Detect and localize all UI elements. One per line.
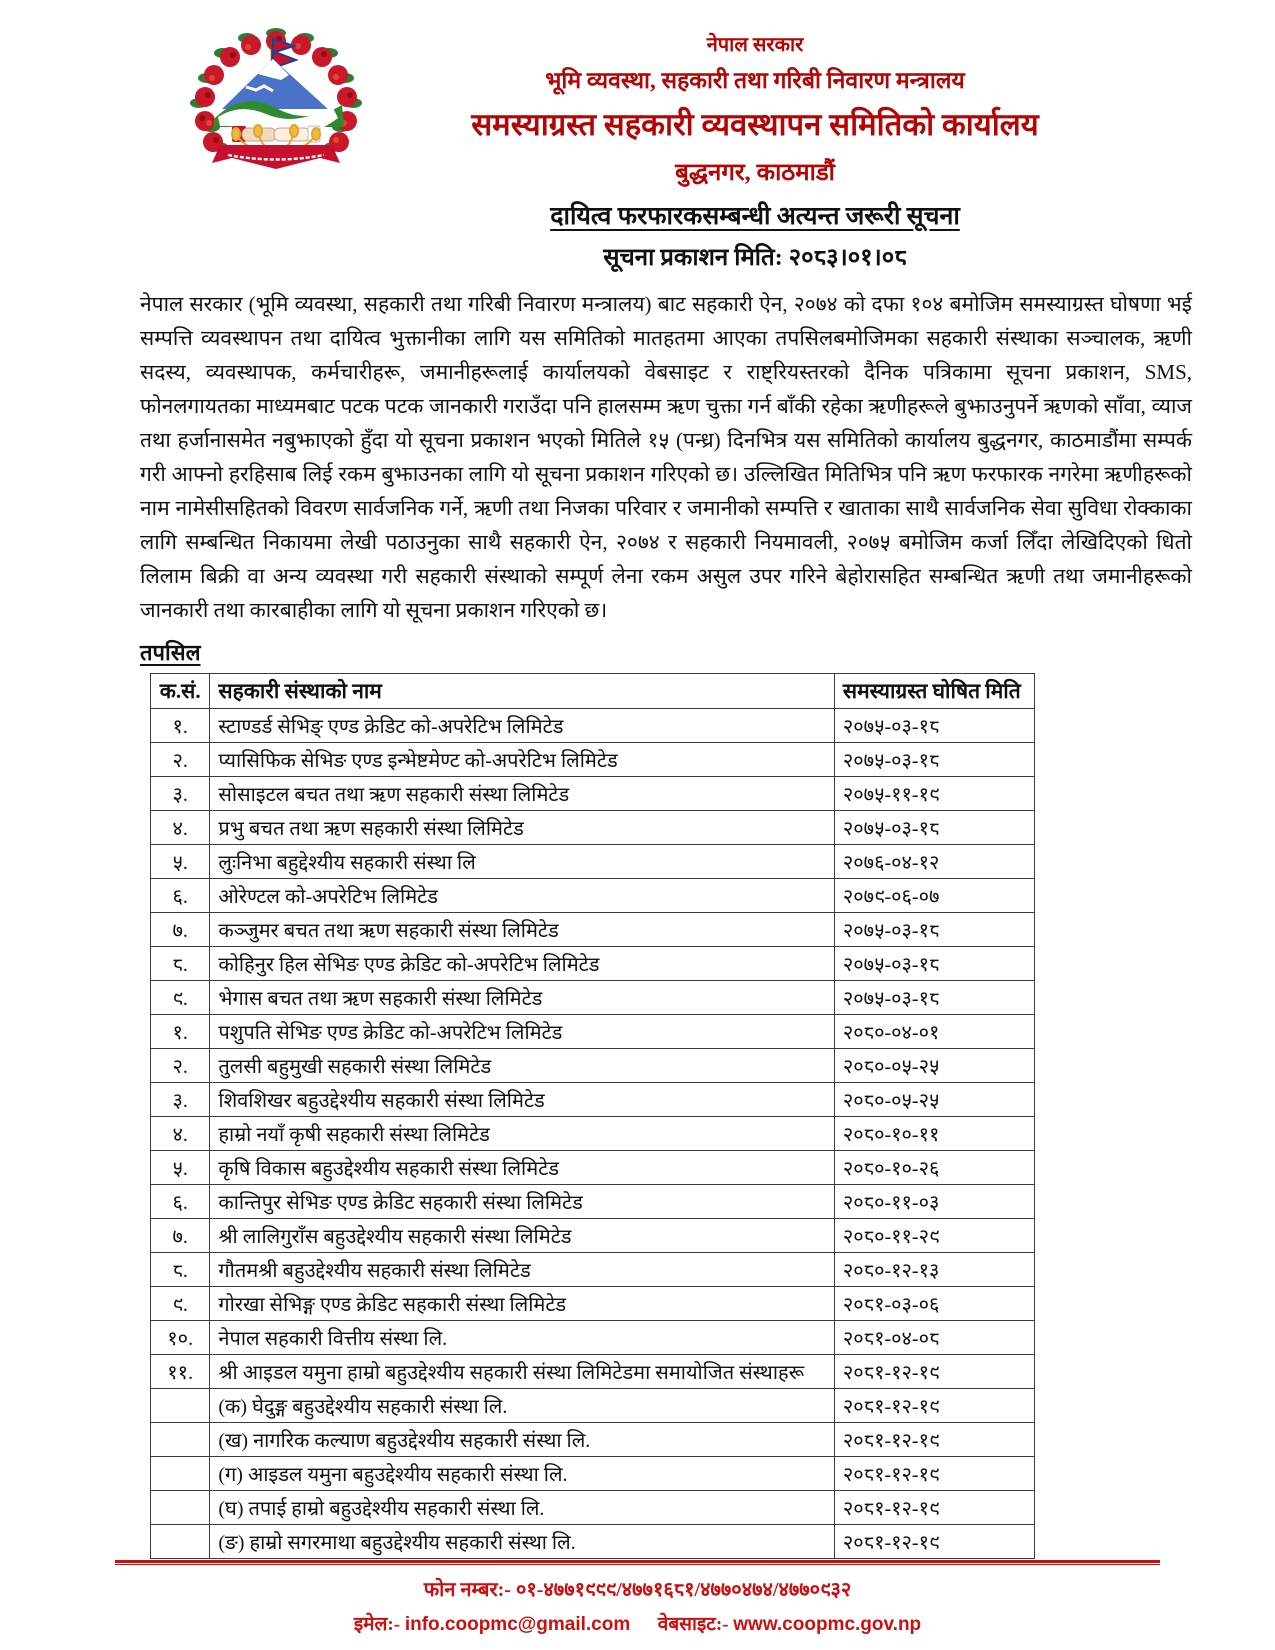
table-row bbox=[151, 1457, 1035, 1491]
footer-phone: फोन नम्बर:- ०१-४७७१९९९/४७७१६८१/४७७०४७४/४७७०९३२ bbox=[423, 1579, 852, 1601]
row-declared-date: २०८०-०४-०१ bbox=[834, 1015, 1034, 1049]
table-row bbox=[151, 1321, 1035, 1355]
table-row bbox=[151, 1151, 1035, 1185]
row-declared-date: २०८१-१२-१९ bbox=[834, 1457, 1034, 1491]
table-row bbox=[151, 1389, 1035, 1423]
website-label: वेबसाइट:- bbox=[657, 1614, 729, 1635]
row-serial: १०. bbox=[151, 1321, 210, 1355]
row-coop-name: गौतमश्री बहुउद्देश्यीय सहकारी संस्था लिमिटेड bbox=[210, 1253, 834, 1287]
row-serial: ८. bbox=[151, 947, 210, 981]
footer-divider bbox=[115, 1560, 1160, 1565]
row-coop-name: शिवशिखर बहुउद्देश्यीय सहकारी संस्था लिमिटेड bbox=[210, 1083, 834, 1117]
row-coop-name: (ख) नागरिक कल्याण बहुउद्देश्यीय सहकारी संस्था लि. bbox=[210, 1423, 834, 1457]
table-row bbox=[151, 947, 1035, 981]
office-address: बुद्धनगर, काठमाडौं bbox=[675, 160, 835, 186]
row-serial: ७. bbox=[151, 913, 210, 947]
letterhead bbox=[320, 0, 1190, 273]
header-declared-date: समस्याग्रस्त घोषित मिति bbox=[834, 674, 1034, 709]
row-declared-date: २०७५-०३-१८ bbox=[834, 811, 1034, 845]
row-serial: ५. bbox=[151, 845, 210, 879]
row-coop-name: प्यासिफिक सेभिङ एण्ड इन्भेष्टमेण्ट को-अपरेटिभ लिमिटेड bbox=[210, 743, 834, 777]
row-serial: ४. bbox=[151, 811, 210, 845]
row-coop-name: कञ्जुमर बचत तथा ऋण सहकारी संस्था लिमिटेड bbox=[210, 913, 834, 947]
table-row bbox=[151, 777, 1035, 811]
row-coop-name: तुलसी बहुमुखी सहकारी संस्था लिमिटेड bbox=[210, 1049, 834, 1083]
row-coop-name: नेपाल सहकारी वित्तीय संस्था लि. bbox=[210, 1321, 834, 1355]
row-serial bbox=[151, 1491, 210, 1525]
row-serial bbox=[151, 1457, 210, 1491]
row-declared-date: २०७५-०३-१८ bbox=[834, 913, 1034, 947]
email-label: इमेल:- bbox=[353, 1614, 401, 1635]
row-serial: २. bbox=[151, 1049, 210, 1083]
row-coop-name: श्री लालिगुराँस बहुउद्देश्यीय सहकारी संस्था लिमिटेड bbox=[210, 1219, 834, 1253]
table-row bbox=[151, 1423, 1035, 1457]
row-serial bbox=[151, 1423, 210, 1457]
table-row bbox=[151, 1185, 1035, 1219]
row-declared-date: २०७५-०३-१८ bbox=[834, 709, 1034, 743]
tapasil-label: तपसिल bbox=[140, 640, 201, 665]
row-declared-date: २०८१-०३-०६ bbox=[834, 1287, 1034, 1321]
row-serial: ११. bbox=[151, 1355, 210, 1389]
table-row bbox=[151, 1117, 1035, 1151]
table-row bbox=[151, 1491, 1035, 1525]
row-declared-date: २०८०-१०-११ bbox=[834, 1117, 1034, 1151]
row-coop-name: ओरेण्टल को-अपरेटिभ लिमिटेड bbox=[210, 879, 834, 913]
row-serial: ७. bbox=[151, 1219, 210, 1253]
table-row bbox=[151, 879, 1035, 913]
row-declared-date: २०८१-०४-०८ bbox=[834, 1321, 1034, 1355]
row-coop-name: (क) घेदुङ्ग बहुउद्देश्यीय सहकारी संस्था लि. bbox=[210, 1389, 834, 1423]
row-declared-date: २०७५-०३-१८ bbox=[834, 947, 1034, 981]
row-declared-date: २०७६-०४-१२ bbox=[834, 845, 1034, 879]
table-row bbox=[151, 981, 1035, 1015]
nepal-emblem-icon bbox=[186, 28, 366, 190]
row-coop-name: हाम्रो नयाँ कृषी सहकारी संस्था लिमिटेड bbox=[210, 1117, 834, 1151]
table-row bbox=[151, 1083, 1035, 1117]
row-serial: ८. bbox=[151, 1253, 210, 1287]
table-row bbox=[151, 1049, 1035, 1083]
header-coop-name: सहकारी संस्थाको नाम bbox=[210, 674, 834, 709]
row-coop-name: (ग) आइडल यमुना बहुउद्देश्यीय सहकारी संस्था लि. bbox=[210, 1457, 834, 1491]
row-serial: ६. bbox=[151, 879, 210, 913]
table-row bbox=[151, 1253, 1035, 1287]
row-coop-name: लुःनिभा बहुद्देश्यीय सहकारी संस्था लि bbox=[210, 845, 834, 879]
email-value: info.coopmc@gmail.com bbox=[404, 1614, 631, 1635]
row-declared-date: २०७५-०३-१८ bbox=[834, 981, 1034, 1015]
row-declared-date: २०७५-११-१९ bbox=[834, 777, 1034, 811]
table-row bbox=[151, 1525, 1035, 1559]
row-coop-name: भेगास बचत तथा ऋण सहकारी संस्था लिमिटेड bbox=[210, 981, 834, 1015]
row-declared-date: २०८०-१०-२६ bbox=[834, 1151, 1034, 1185]
row-declared-date: २०८०-०५-२५ bbox=[834, 1049, 1034, 1083]
row-serial: ९. bbox=[151, 1287, 210, 1321]
row-serial bbox=[151, 1389, 210, 1423]
row-coop-name: (ङ) हाम्रो सगरमाथा बहुउद्देश्यीय सहकारी संस्था लि. bbox=[210, 1525, 834, 1559]
row-coop-name: गोरखा सेभिङ्ग एण्ड क्रेडिट सहकारी संस्था लिमिटेड bbox=[210, 1287, 834, 1321]
table-header-row bbox=[151, 674, 1035, 709]
table-row bbox=[151, 811, 1035, 845]
publish-date: सूचना प्रकाशन मिति: २०८३।०१।०८ bbox=[603, 245, 907, 271]
row-coop-name: स्टाण्डर्ड सेभिङ् एण्ड क्रेडिट को-अपरेटिभ लिमिटेड bbox=[210, 709, 834, 743]
row-coop-name: श्री आइडल यमुना हाम्रो बहुउद्देश्यीय सहकारी संस्था लिमिटेडमा समायोजित संस्थाहरू bbox=[210, 1355, 834, 1389]
table-row bbox=[151, 743, 1035, 777]
row-declared-date: २०८०-०५-२५ bbox=[834, 1083, 1034, 1117]
row-declared-date: २०८०-११-०३ bbox=[834, 1185, 1034, 1219]
row-serial: २. bbox=[151, 743, 210, 777]
table-row bbox=[151, 1355, 1035, 1389]
office-title: समस्याग्रस्त सहकारी व्यवस्थापन समितिको कार्यालय bbox=[471, 107, 1039, 142]
row-coop-name: प्रभु बचत तथा ऋण सहकारी संस्था लिमिटेड bbox=[210, 811, 834, 845]
row-serial: ४. bbox=[151, 1117, 210, 1151]
ministry-line: भूमि व्यवस्था, सहकारी तथा गरिबी निवारण मन्त्रालय bbox=[545, 68, 965, 93]
row-coop-name: कान्तिपुर सेभिङ एण्ड क्रेडिट सहकारी संस्था लिमिटेड bbox=[210, 1185, 834, 1219]
row-serial: ३. bbox=[151, 1083, 210, 1117]
notice-title: दायित्व फरफारकसम्बन्धी अत्यन्त जरूरी सूचना bbox=[550, 203, 960, 230]
table-row bbox=[151, 845, 1035, 879]
table-row bbox=[151, 1015, 1035, 1049]
table-row bbox=[151, 709, 1035, 743]
mountain bbox=[222, 59, 328, 109]
government-line: नेपाल सरकार bbox=[706, 34, 804, 56]
row-serial: ३. bbox=[151, 777, 210, 811]
row-declared-date: २०८१-१२-१९ bbox=[834, 1525, 1034, 1559]
row-declared-date: २०८१-१२-१९ bbox=[834, 1423, 1034, 1457]
footer-contact bbox=[0, 1610, 1275, 1636]
row-declared-date: २०८१-१२-१९ bbox=[834, 1355, 1034, 1389]
row-serial: ५. bbox=[151, 1151, 210, 1185]
row-serial: ९. bbox=[151, 981, 210, 1015]
row-serial: १. bbox=[151, 709, 210, 743]
motto-ribbon bbox=[212, 145, 340, 169]
row-declared-date: २०८१-१२-१९ bbox=[834, 1389, 1034, 1423]
table-row bbox=[151, 1287, 1035, 1321]
row-declared-date: २०७५-०३-१८ bbox=[834, 743, 1034, 777]
row-serial: ६. bbox=[151, 1185, 210, 1219]
table-row bbox=[151, 913, 1035, 947]
cooperatives-table-body bbox=[151, 709, 1035, 1559]
row-coop-name: कोहिनुर हिल सेभिङ एण्ड क्रेडिट को-अपरेटिभ लिमिटेड bbox=[210, 947, 834, 981]
row-serial: १. bbox=[151, 1015, 210, 1049]
cooperatives-table bbox=[150, 673, 1035, 1559]
notice-body-paragraph: नेपाल सरकार (भूमि व्यवस्था, सहकारी तथा गरिबी निवारण मन्त्रालय) बाट सहकारी ऐन, २०७४ को दफा १०४ बमोजिम समस्याग्रस्त घोषणा भई सम्पत्ति व्यवस्थापन तथा दायित्व भुक्तानीका लागि यस समितिको मातहतमा आएका तपसिलबमोजिमका सहकारी संस्थाका सञ्चालक, ऋणी सदस्य, व्यवस्थापक, कर्मचारीहरू, जमानीहरूलाई कार्यालयको वेबसाइट र राष्ट्रियस्तरको दैनिक पत्रिकामा सूचना प्रकाशन, SMS, फोनलगायतका माध्यमबाट पटक पटक जानकारी गराउँदा पनि हालसम्म ऋण चुक्ता गर्न बाँकी रहेका ऋणीहरूले बुझाउनुपर्ने ऋणको साँवा, व्याज तथा हर्जानासमेत नबुझाएको हुँदा यो सूचना प्रकाशन भएको मितिले १५ (पन्ध्र) दिनभित्र यस समितिको कार्यालय बुद्धनगर, काठमाडौंमा सम्पर्क गरी आफ्नो हरहिसाब लिई रकम बुझाउनका लागि यो सूचना प्रकाशन गरिएको छ। उल्लिखित मितिभित्र पनि ऋण फरफारक नगरेमा ऋणीहरूको नाम नामेसीसहितको विवरण सार्वजनिक गर्ने, ऋणी तथा निजका परिवार र जमानीको सम्पत्ति र खाताका साथै सार्वजनिक सेवा सुविधा रोक्काका लागि सम्बन्धित निकायमा लेखी पठाउनुका साथै सहकारी ऐन, २०७४ र सहकारी नियमावली, २०७५ बमोजिम कर्जा लिँदा लेखिदिएको धितो लिलाम बिक्री वा अन्य व्यवस्था गरी सहकारी संस्थाको सम्पूर्ण लेना रकम असुल उपर गरिने बेहोरासहित सम्बन्धित ऋणी तथा जमानीहरूको जानकारी तथा कारबाहीका लागि यो सूचना प्रकाशन गरिएको छ। bbox=[140, 292, 1192, 622]
footer bbox=[0, 1560, 1275, 1636]
row-declared-date: २०८०-११-२९ bbox=[834, 1219, 1034, 1253]
row-declared-date: २०८०-१२-१३ bbox=[834, 1253, 1034, 1287]
header-serial: क.सं. bbox=[151, 674, 210, 709]
table-row bbox=[151, 1219, 1035, 1253]
website-value: www.coopmc.gov.np bbox=[733, 1614, 922, 1635]
row-declared-date: २०७९-०६-०७ bbox=[834, 879, 1034, 913]
row-coop-name: सोसाइटल बचत तथा ऋण सहकारी संस्था लिमिटेड bbox=[210, 777, 834, 811]
row-coop-name: कृषि विकास बहुउद्देश्यीय सहकारी संस्था लिमिटेड bbox=[210, 1151, 834, 1185]
row-coop-name: (घ) तपाई हाम्रो बहुउद्देश्यीय सहकारी संस्था लि. bbox=[210, 1491, 834, 1525]
row-declared-date: २०८१-१२-१९ bbox=[834, 1491, 1034, 1525]
row-serial bbox=[151, 1525, 210, 1559]
row-coop-name: पशुपति सेभिङ एण्ड क्रेडिट को-अपरेटिभ लिमिटेड bbox=[210, 1015, 834, 1049]
